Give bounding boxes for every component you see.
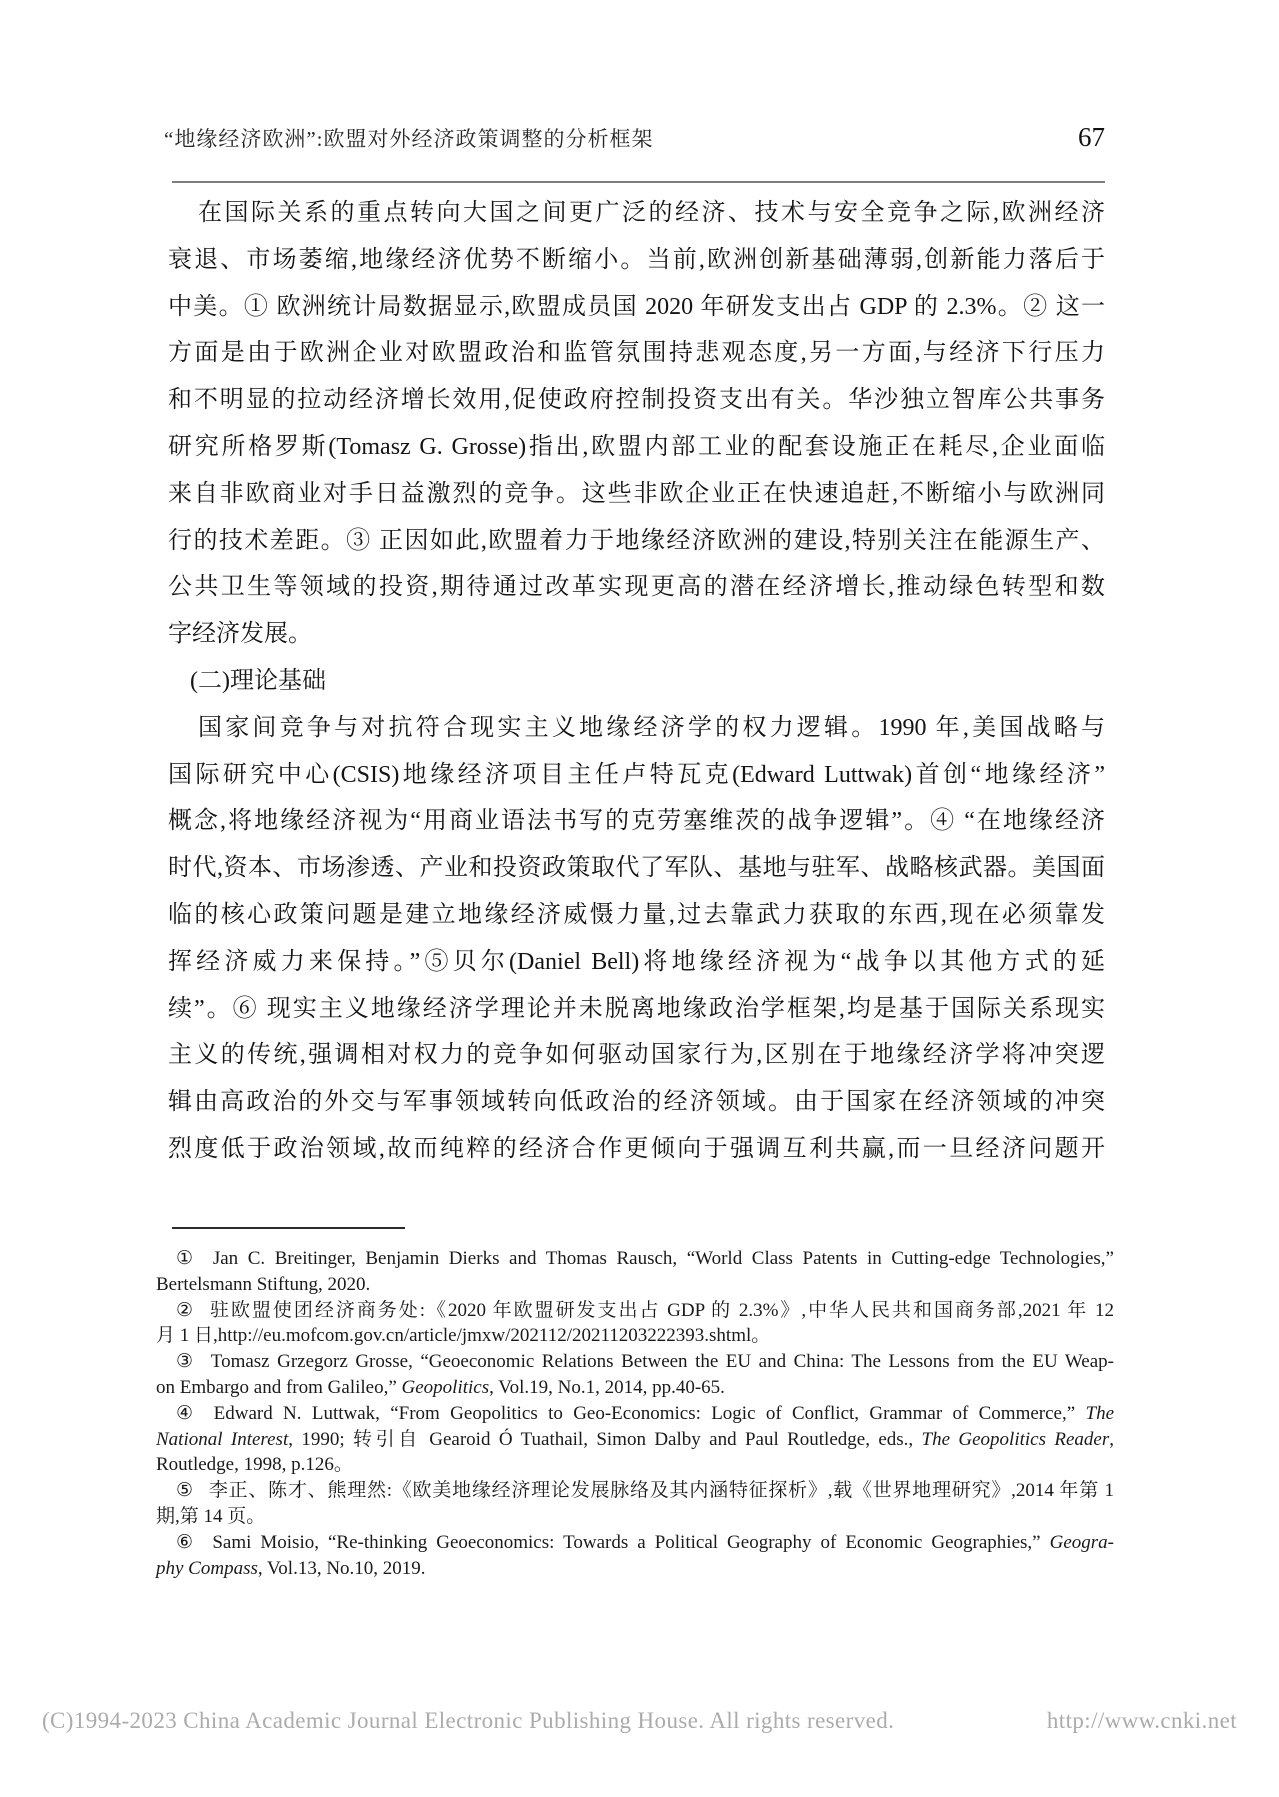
footnote-text: 驻欧盟使团经济商务处:《2020 年欧盟研发支出占 GDP 的 2.3%》,中华人民共和国商务部,2021 年 12 — [210, 1299, 1114, 1321]
footnote-text: Routledge, 1998, p.126。 — [156, 1454, 353, 1476]
footnote-line — [156, 1246, 1114, 1272]
footnote-text: Geogra- — [1049, 1531, 1114, 1553]
footnote-marker: ① — [176, 1248, 198, 1269]
footnote-line — [156, 1375, 1114, 1401]
footnote-text: 期,第 14 页。 — [156, 1505, 266, 1527]
body-line: 在国际关系的重点转向大国之间更广泛的经济、技术与安全竞争之际,欧洲经济 — [198, 200, 1105, 226]
footnote-line — [156, 1401, 1114, 1427]
footnote-text: Geopolitics — [401, 1376, 490, 1398]
body-line: 主义的传统,强调相对权力的竞争如何驱动国家行为,区别在于地缘经济学将冲突逻 — [168, 1042, 1105, 1069]
body-line: 国际研究中心(CSIS)地缘经济项目主任卢特瓦克(Edward Luttwak)首创“地缘经济” — [168, 761, 1105, 788]
footnote-line — [156, 1504, 1114, 1530]
article-body — [168, 190, 1105, 1173]
footnote-text: Jan C. Breitinger, Benjamin Dierks and Thomas Rausch, “World Class Patents in Cutting-edge Technologies,” — [212, 1248, 1114, 1269]
footnote-text: , 1990; 转引自 Gearoid Ó Tuathail, Simon Dalby and Paul Routledge, eds., — [288, 1428, 922, 1450]
footnote-marker: ④ — [176, 1402, 199, 1424]
body-line: 临的核心政策问题是建立地缘经济威慑力量,过去靠武力获取的东西,现在必须靠发 — [168, 901, 1105, 928]
footnote-marker: ⑤ — [176, 1480, 194, 1502]
footnote-line — [156, 1452, 1114, 1478]
footnote-text: , Vol.13, No.10, 2019. — [257, 1557, 426, 1579]
page-footer — [0, 1708, 1279, 1734]
footnote-text: Bertelsmann Stiftung, 2020. — [156, 1273, 371, 1295]
footnote-line — [156, 1478, 1114, 1504]
body-line: 时代,资本、市场渗透、产业和投资政策取代了军队、基地与驻军、战略核武器。美国面 — [168, 855, 1105, 882]
footnote-divider — [172, 1227, 405, 1229]
footnote-text: Edward N. Luttwak, “From Geopolitics to Geo-Economics: Logic of Conflict, Grammar of Commerce,” — [213, 1402, 1086, 1424]
footnote-marker: ② — [176, 1299, 196, 1321]
footnote-text: The — [1085, 1402, 1114, 1424]
footnotes-section — [156, 1246, 1114, 1581]
footnote-text: National Interest — [156, 1428, 289, 1450]
body-line: 中美。① 欧洲统计局数据显示,欧盟成员国 2020 年研发支出占 GDP 的 2.3%。② 这一 — [168, 293, 1105, 320]
body-line: 续”。⑥ 现实主义地缘经济学理论并未脱离地缘政治学框架,均是基于国际关系现实 — [168, 995, 1105, 1022]
body-line: 烈度低于政治领域,故而纯粹的经济合作更倾向于强调互利共赢,而一旦经济问题开 — [168, 1135, 1105, 1162]
footnote-text: Tomasz Grzegorz Grosse, “Geoeconomic Relations Between the EU and China: The Lessons from the EU Weap- — [210, 1351, 1114, 1373]
header-rule — [172, 181, 1105, 183]
footnote-line — [156, 1427, 1114, 1453]
cnki-url: http://www.cnki.net — [1046, 1708, 1237, 1733]
footnote-text: The Geopolitics Reader — [921, 1428, 1110, 1450]
copyright-text: (C)1994-2023 China Academic Journal Electronic Publishing House. All rights reserved. — [42, 1708, 895, 1733]
body-line: 衰退、市场萎缩,地缘经济优势不断缩小。当前,欧洲创新基础薄弱,创新能力落后于 — [168, 246, 1105, 273]
footnote-line — [156, 1272, 1114, 1298]
page-number: 67 — [1078, 122, 1105, 152]
footnote-line — [156, 1298, 1114, 1324]
body-line: 研究所格罗斯(Tomasz G. Grosse)指出,欧盟内部工业的配套设施正在耗尽,企业面临 — [168, 433, 1105, 460]
footnote-marker: ③ — [176, 1351, 196, 1373]
body-line: 字经济发展。 — [168, 621, 312, 648]
body-line: 来自非欧商业对手日益激烈的竞争。这些非欧企业正在快速追赶,不断缩小与欧洲同 — [168, 480, 1105, 507]
body-line: 行的技术差距。③ 正因如此,欧盟着力于地缘经济欧洲的建设,特别关注在能源生产、 — [168, 527, 1105, 554]
body-line: 和不明显的拉动经济增长效用,促使政府控制投资支出有关。华沙独立智库公共事务 — [168, 387, 1105, 414]
body-line: 国家间竞争与对抗符合现实主义地缘经济学的权力逻辑。1990 年,美国战略与 — [198, 714, 1105, 741]
footnote-text: 李正、陈才、熊理然:《欧美地缘经济理论发展脉络及其内涵特征探析》,载《世界地理研究》,2014 年第 1 — [208, 1480, 1114, 1502]
page-header — [164, 122, 1105, 153]
footnote-text: 月 1 日,http://eu.mofcom.gov.cn/article/jmxw/202112/20211203222393.shtml。 — [156, 1325, 771, 1347]
footnote-line — [156, 1530, 1114, 1556]
footnote-text: on Embargo and from Galileo,” — [156, 1376, 402, 1398]
body-line: 挥经济威力来保持。”⑤贝尔(Daniel Bell)将地缘经济视为“战争以其他方式的延 — [168, 948, 1105, 975]
footnote-line — [156, 1556, 1114, 1582]
body-line: 方面是由于欧洲企业对欧盟政治和监管氛围持悲观态度,另一方面,与经济下行压力 — [168, 340, 1105, 367]
body-line: 辑由高政治的外交与军事领域转向低政治的经济领域。由于国家在经济领域的冲突 — [168, 1089, 1105, 1116]
footnote-text: , Vol.19, No.1, 2014, pp.40-65. — [489, 1376, 725, 1398]
footnote-marker: ⑥ — [176, 1531, 198, 1553]
section-heading: (二)理论基础 — [190, 667, 326, 694]
running-head-title: “地缘经济欧洲”:欧盟对外经济政策调整的分析框架 — [164, 127, 654, 151]
footnote-text: , — [1109, 1428, 1114, 1450]
footnote-text: Sami Moisio, “Re-thinking Geoeconomics: Towards a Political Geography of Economic Geographies,” — [212, 1531, 1050, 1553]
body-line: 公共卫生等领域的投资,期待通过改革实现更高的潜在经济增长,推动绿色转型和数 — [168, 574, 1105, 601]
footnote-text: phy Compass — [156, 1557, 258, 1579]
footnote-line — [156, 1349, 1114, 1375]
body-line: 概念,将地缘经济视为“用商业语法书写的克劳塞维茨的战争逻辑”。④ “在地缘经济 — [168, 808, 1105, 835]
footnote-line — [156, 1323, 1114, 1349]
